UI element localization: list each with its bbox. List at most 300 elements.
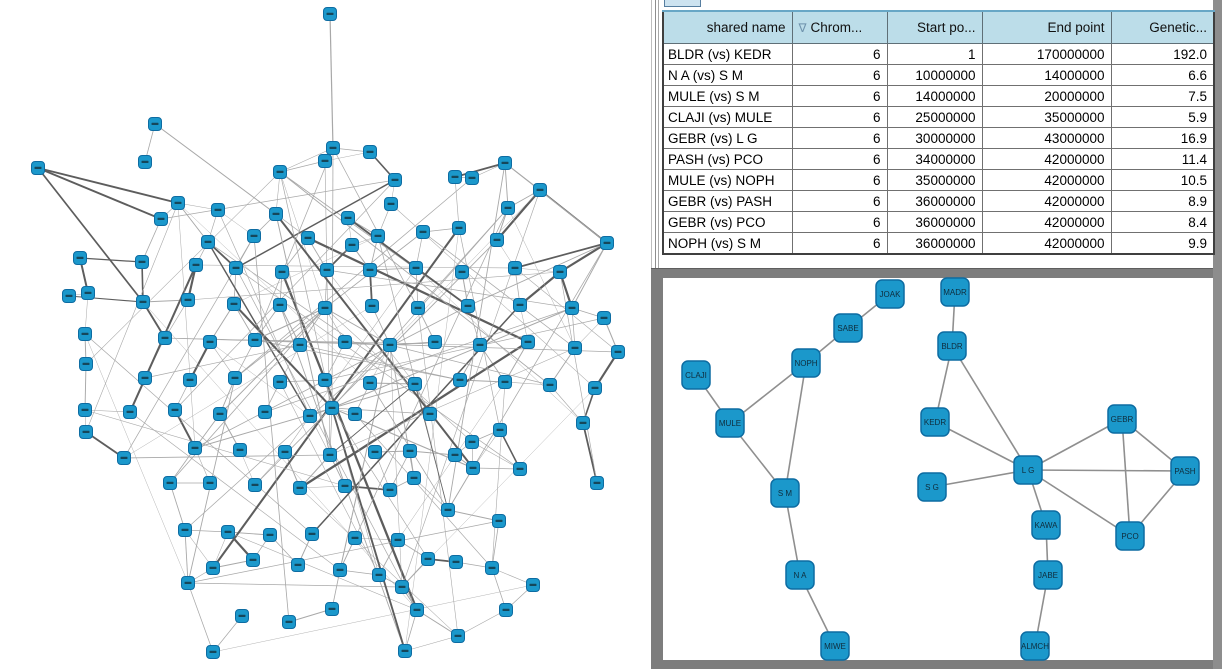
network-node-label-smudge [503,609,510,611]
network-node-label-smudge [297,344,304,346]
clipped-toolbar-tab[interactable] [664,0,701,7]
cell-value[interactable]: 11.4 [1111,149,1214,170]
cell-value[interactable]: 192.0 [1111,44,1214,65]
cell-shared-name[interactable]: N A (vs) S M [663,65,792,86]
network-edge [188,583,213,652]
network-node[interactable] [319,155,332,168]
network-node[interactable] [422,553,435,566]
cell-value[interactable]: 9.9 [1111,233,1214,255]
network-node[interactable] [577,417,590,430]
network-node[interactable] [1032,511,1060,539]
network-node[interactable] [716,409,744,437]
network-node[interactable] [179,524,192,537]
cell-value[interactable]: 42000000 [982,233,1111,255]
network-node[interactable] [319,302,332,315]
network-node-label: SABE [837,324,859,333]
network-node-label-smudge [210,651,217,653]
network-node[interactable] [294,339,307,352]
network-node[interactable] [385,198,398,211]
network-node[interactable] [236,610,249,623]
network-node[interactable] [412,302,425,315]
network-node[interactable] [786,561,814,589]
network-node[interactable] [326,402,339,415]
cell-value[interactable]: 43000000 [982,128,1111,149]
network-node[interactable] [79,404,92,417]
network-node[interactable] [821,632,849,660]
network-node-label-smudge [594,482,601,484]
col-header-start-position[interactable]: Start po... [887,11,982,44]
network-node-label: JABE [1037,571,1059,580]
network-node[interactable] [229,372,242,385]
cell-value[interactable]: 42000000 [982,191,1111,212]
network-node[interactable] [417,226,430,239]
network-node[interactable] [499,157,512,170]
cell-shared-name[interactable]: MULE (vs) NOPH [663,170,792,191]
cell-value[interactable]: 8.4 [1111,212,1214,233]
network-node-label: MADR [943,288,967,297]
network-node[interactable] [283,616,296,629]
network-node-label-smudge [413,267,420,269]
network-node[interactable] [274,376,287,389]
network-node[interactable] [598,312,611,325]
network-node[interactable] [349,408,362,421]
network-node[interactable] [1108,405,1136,433]
network-node[interactable] [364,264,377,277]
network-node[interactable] [80,358,93,371]
cell-value[interactable]: 6 [792,107,887,128]
network-node[interactable] [319,374,332,387]
cell-value[interactable]: 8.9 [1111,191,1214,212]
network-node[interactable] [349,532,362,545]
network-node[interactable] [384,339,397,352]
network-node-label-smudge [415,307,422,309]
network-node-label-smudge [251,235,258,237]
network-node[interactable] [326,603,339,616]
cell-value[interactable]: 10000000 [887,65,982,86]
table-panel-border [655,0,656,268]
network-node[interactable] [139,372,152,385]
network-edge [455,177,459,228]
cell-shared-name[interactable]: BLDR (vs) KEDR [663,44,792,65]
table-row[interactable] [663,149,1214,170]
network-node[interactable] [601,237,614,250]
cell-value[interactable]: 6 [792,149,887,170]
network-node[interactable] [230,262,243,275]
cell-value[interactable]: 5.9 [1111,107,1214,128]
network-node-label-smudge [139,261,146,263]
cell-value[interactable]: 14000000 [887,86,982,107]
network-node-label-smudge [530,584,537,586]
network-node-label-smudge [207,482,214,484]
network-edge [473,468,520,469]
network-edge [583,423,597,483]
network-node-label-smudge [372,451,379,453]
network-node-label-smudge [277,381,284,383]
network-node[interactable] [204,477,217,490]
network-node-label-smudge [207,341,214,343]
cell-value[interactable]: 42000000 [982,170,1111,191]
cell-value[interactable]: 34000000 [887,149,982,170]
network-node-label-smudge [505,207,512,209]
network-node[interactable] [941,278,969,306]
table-row[interactable] [663,107,1214,128]
col-header-shared-name[interactable]: shared name [663,11,792,44]
cell-value[interactable]: 36000000 [887,212,982,233]
network-node[interactable] [366,300,379,313]
cell-value[interactable]: 36000000 [887,191,982,212]
network-node[interactable] [544,379,557,392]
network-node[interactable] [589,382,602,395]
cell-shared-name[interactable]: NOPH (vs) S M [663,233,792,255]
network-node[interactable] [410,262,423,275]
cell-value[interactable]: 6 [792,170,887,191]
table-row[interactable] [663,170,1214,191]
network-node[interactable] [327,142,340,155]
network-node[interactable] [424,408,437,421]
cell-value[interactable]: 1 [887,44,982,65]
small-network-canvas[interactable] [651,269,1213,669]
table-row[interactable] [663,128,1214,149]
network-node[interactable] [369,446,382,459]
network-node-label-smudge [225,531,232,533]
network-node[interactable] [452,630,465,643]
network-node-label-smudge [387,344,394,346]
network-node-label-smudge [286,621,293,623]
network-node[interactable] [1021,632,1049,660]
network-node-label-smudge [352,413,359,415]
cell-value[interactable]: 20000000 [982,86,1111,107]
network-node[interactable] [321,264,334,277]
network-node-label-smudge [140,301,147,303]
network-node-label-smudge [309,533,316,535]
network-node[interactable] [207,646,220,659]
network-edge [185,530,188,583]
col-header-genetic[interactable]: Genetic... [1111,11,1214,44]
table-row[interactable] [663,65,1214,86]
cell-value[interactable]: 35000000 [887,170,982,191]
network-node[interactable] [80,426,93,439]
network-node[interactable] [442,504,455,517]
network-node[interactable] [190,259,203,272]
cell-shared-name[interactable]: PASH (vs) PCO [663,149,792,170]
network-edge [348,218,468,306]
network-node-label-smudge [469,441,476,443]
network-node[interactable] [74,252,87,265]
network-node[interactable] [384,484,397,497]
network-node[interactable] [566,302,579,315]
network-node-label-smudge [185,582,192,584]
cell-value[interactable]: 6 [792,86,887,107]
cell-value[interactable]: 6 [792,191,887,212]
network-node-label-smudge [592,387,599,389]
cell-value[interactable]: 16.9 [1111,128,1214,149]
network-node[interactable] [212,204,225,217]
network-node[interactable] [389,174,402,187]
network-node[interactable] [373,569,386,582]
network-node[interactable] [304,410,317,423]
network-node[interactable] [392,534,405,547]
network-node-label-smudge [572,347,579,349]
network-node[interactable] [228,298,241,311]
network-node[interactable] [1014,456,1042,484]
small-network-panel [651,268,1213,669]
network-edge [124,455,330,458]
network-node[interactable] [234,444,247,457]
network-node[interactable] [429,336,442,349]
network-edge [213,585,533,652]
network-node[interactable] [302,232,315,245]
network-node-label: GEBR [1110,415,1134,424]
table-header-row [663,11,1214,44]
network-node[interactable] [189,442,202,455]
network-node[interactable] [500,604,513,617]
network-node-label-smudge [85,292,92,294]
network-node[interactable] [274,299,287,312]
network-node[interactable] [474,339,487,352]
cell-value[interactable]: 6 [792,128,887,149]
network-node[interactable] [514,299,527,312]
network-node-label-smudge [192,447,199,449]
network-node-label-smudge [329,608,336,610]
network-node[interactable] [182,294,195,307]
network-node[interactable] [404,445,417,458]
cell-shared-name[interactable]: GEBR (vs) L G [663,128,792,149]
network-node-label-smudge [402,650,409,652]
network-node-label-smudge [411,477,418,479]
network-node[interactable] [169,404,182,417]
network-node-label-smudge [121,457,128,459]
network-node[interactable] [324,449,337,462]
network-node[interactable] [155,213,168,226]
network-node-label-smudge [367,269,374,271]
network-node[interactable] [918,473,946,501]
network-edge [492,521,499,568]
network-node-label-smudge [152,123,159,125]
network-node[interactable] [137,296,150,309]
network-node[interactable] [364,146,377,159]
network-node[interactable] [456,266,469,279]
network-node[interactable] [534,184,547,197]
network-node[interactable] [502,202,515,215]
table-panel-border-inner [658,0,659,268]
cell-value[interactable]: 30000000 [887,128,982,149]
table-row[interactable] [663,212,1214,233]
network-node[interactable] [396,581,409,594]
network-node[interactable] [259,406,272,419]
table-row[interactable] [663,191,1214,212]
network-node[interactable] [249,479,262,492]
network-node[interactable] [771,479,799,507]
network-node[interactable] [334,564,347,577]
network-node[interactable] [292,559,305,572]
network-node-label-smudge [231,303,238,305]
cell-value[interactable]: 10.5 [1111,170,1214,191]
network-node[interactable] [921,408,949,436]
network-node-label-smudge [369,305,376,307]
network-node[interactable] [184,374,197,387]
network-node-label-smudge [182,529,189,531]
network-node[interactable] [409,378,422,391]
network-node[interactable] [493,515,506,528]
cell-shared-name[interactable]: MULE (vs) S M [663,86,792,107]
network-node[interactable] [118,452,131,465]
network-node[interactable] [591,477,604,490]
network-node[interactable] [339,480,352,493]
network-node-label-smudge [35,167,42,169]
network-node[interactable] [342,212,355,225]
network-node[interactable] [372,230,385,243]
network-node[interactable] [249,334,262,347]
cell-value[interactable]: 170000000 [982,44,1111,65]
network-node[interactable] [1171,457,1199,485]
table-row[interactable] [663,86,1214,107]
cell-value[interactable]: 7.5 [1111,86,1214,107]
network-node[interactable] [306,528,319,541]
network-node[interactable] [214,408,227,421]
col-header-end-point[interactable]: End point [982,11,1111,44]
network-node[interactable] [450,556,463,569]
network-node[interactable] [938,332,966,360]
network-node-label-smudge [82,333,89,335]
network-edge [325,308,390,345]
network-node[interactable] [274,166,287,179]
cell-value[interactable]: 6 [792,212,887,233]
network-node[interactable] [876,280,904,308]
cell-value[interactable]: 35000000 [982,107,1111,128]
cell-value[interactable]: 6.6 [1111,65,1214,86]
network-node-label-smudge [142,377,149,379]
network-node[interactable] [491,234,504,247]
network-node[interactable] [569,342,582,355]
network-node[interactable] [204,336,217,349]
network-node[interactable] [79,328,92,341]
cell-value[interactable]: 42000000 [982,212,1111,233]
network-node[interactable] [279,446,292,459]
network-node-label-smudge [349,244,356,246]
network-node[interactable] [247,554,260,567]
network-node[interactable] [522,336,535,349]
network-edge [332,408,430,414]
network-node[interactable] [466,436,479,449]
network-node[interactable] [792,349,820,377]
cell-value[interactable]: 6 [792,65,887,86]
network-node[interactable] [527,579,540,592]
network-node-label-smudge [497,429,504,431]
network-node-label-smudge [477,344,484,346]
network-node[interactable] [462,300,475,313]
network-node-label: MULE [718,419,742,428]
network-node[interactable] [207,562,220,575]
network-node-label-smudge [329,407,336,409]
network-node[interactable] [449,449,462,462]
network-node[interactable] [494,424,507,437]
cell-shared-name[interactable]: GEBR (vs) PCO [663,212,792,233]
network-node-label-smudge [297,487,304,489]
network-node[interactable] [164,477,177,490]
table-row[interactable] [663,44,1214,65]
network-node[interactable] [554,266,567,279]
network-node[interactable] [222,526,235,539]
cell-value[interactable]: 6 [792,44,887,65]
network-node[interactable] [467,462,480,475]
network-node[interactable] [514,463,527,476]
cell-value[interactable]: 42000000 [982,149,1111,170]
network-edge [333,148,418,308]
network-edge [458,610,506,636]
network-node-label-smudge [250,559,257,561]
cell-shared-name[interactable]: GEBR (vs) PASH [663,191,792,212]
network-node[interactable] [411,604,424,617]
network-node[interactable] [453,222,466,235]
network-node[interactable] [339,336,352,349]
network-node[interactable] [276,266,289,279]
network-node[interactable] [509,262,522,275]
table-row[interactable] [663,233,1214,255]
filter-icon[interactable]: ∇ [798,21,807,35]
network-node[interactable] [182,577,195,590]
network-node[interactable] [136,256,149,269]
network-node[interactable] [408,472,421,485]
network-node[interactable] [172,197,185,210]
network-node[interactable] [270,208,283,221]
network-node[interactable] [124,406,137,419]
network-node[interactable] [834,314,862,342]
network-edge [332,148,333,408]
network-edge [405,636,458,651]
network-node[interactable] [346,239,359,252]
network-node[interactable] [682,361,710,389]
network-node[interactable] [139,156,152,169]
network-node[interactable] [149,118,162,131]
network-node-label-smudge [66,295,73,297]
cell-value[interactable]: 25000000 [887,107,982,128]
network-node[interactable] [248,230,261,243]
network-node[interactable] [202,236,215,249]
network-node[interactable] [466,172,479,185]
network-node-label-smudge [517,468,524,470]
network-node-label-smudge [277,304,284,306]
col-header-chromosome[interactable] [792,11,887,44]
network-node[interactable] [32,162,45,175]
network-node-label-smudge [407,450,414,452]
cell-value[interactable]: 36000000 [887,233,982,255]
network-node[interactable] [82,287,95,300]
network-node[interactable] [63,290,76,303]
network-node[interactable] [1116,522,1144,550]
network-node-label-smudge [457,379,464,381]
network-node-label-smudge [388,203,395,205]
network-node[interactable] [399,645,412,658]
network-node[interactable] [324,8,337,21]
network-node[interactable] [264,529,277,542]
network-node-label-smudge [167,482,174,484]
network-node[interactable] [499,376,512,389]
network-node-label-smudge [525,341,532,343]
network-node[interactable] [612,346,625,359]
cell-value[interactable]: 14000000 [982,65,1111,86]
network-node[interactable] [364,377,377,390]
network-node[interactable] [159,332,172,345]
network-node[interactable] [454,374,467,387]
network-node-label-smudge [376,574,383,576]
cell-value[interactable]: 6 [792,233,887,255]
network-node[interactable] [294,482,307,495]
network-node[interactable] [449,171,462,184]
network-node[interactable] [486,562,499,575]
network-node[interactable] [1034,561,1062,589]
cell-shared-name[interactable]: CLAJI (vs) MULE [663,107,792,128]
network-node-label-smudge [345,217,352,219]
